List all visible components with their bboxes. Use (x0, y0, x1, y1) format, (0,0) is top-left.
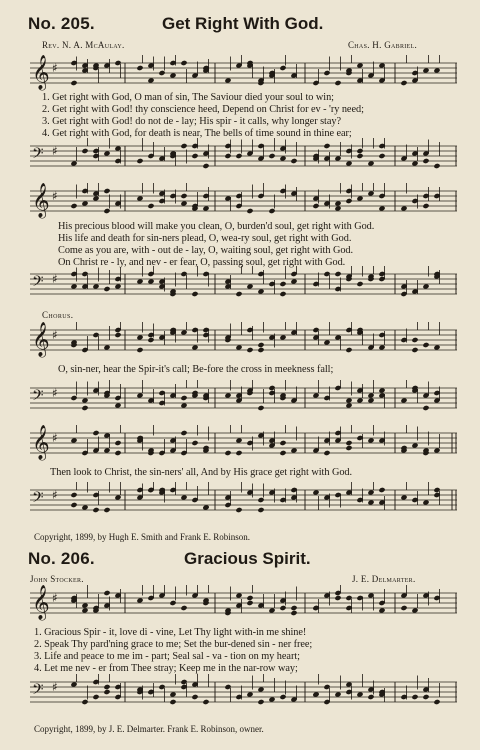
note-head (411, 694, 418, 700)
note-head (70, 502, 77, 508)
note-head (224, 153, 231, 159)
note-head (279, 65, 286, 71)
note-head (356, 281, 363, 287)
note-head (246, 208, 253, 214)
bass-clef: 𝄢 (32, 681, 44, 702)
note-head (70, 80, 77, 86)
note-head (136, 158, 143, 164)
note-head (180, 430, 187, 436)
note-head (356, 153, 363, 159)
note-head (411, 347, 418, 353)
note-head (169, 699, 176, 705)
hymn-205-composer: Chas. H. Gabriel. (348, 40, 418, 50)
note-head (246, 347, 253, 353)
note-head (180, 60, 187, 66)
verse-lyrics-206 (34, 627, 312, 675)
hymn-205-title: Get Right With God. (162, 14, 324, 33)
bass-clef: 𝄢 (32, 273, 44, 294)
note-head (70, 395, 77, 401)
note-head (180, 605, 187, 611)
music-staff (30, 425, 457, 465)
note-head (422, 694, 429, 700)
lyric-line: 3. Get right with God! do not de - lay; His spir - it calls, why longer stay? (42, 116, 341, 127)
bass-staff-4 (30, 482, 457, 522)
lyric-line: Come as you are, with - out de - lay, O, waiting soul, get right with God. (58, 245, 354, 256)
note-head (191, 153, 198, 159)
note-head (290, 158, 297, 164)
treble-staff-5 (30, 585, 457, 625)
lyric-line: His precious blood will make you clean, O, burden'd soul, get right with God. (58, 221, 375, 232)
note-head (70, 203, 77, 209)
note-head (422, 342, 429, 348)
bass-staff-1 (30, 138, 457, 178)
note-head (334, 80, 341, 86)
note-head (422, 158, 429, 164)
note-head (279, 605, 286, 611)
note-head (422, 203, 429, 209)
note-head (279, 694, 286, 700)
lyric-line: 4. Let me nev - er from Thee stray; Keep me in the nar-row way; (34, 663, 298, 674)
note-head (334, 595, 341, 601)
lyric-line: 3. Life and peace to me im - part; Seal sal - va - tion on my heart; (34, 651, 300, 662)
note-head (323, 143, 330, 149)
note-head (92, 430, 99, 436)
music-staff (30, 266, 457, 306)
hymn-206-title: Gracious Spirit. (184, 549, 311, 568)
lyric-line: 1. Get right with God, O man of sin, The Saviour died your soul to win; (42, 92, 334, 103)
note-head (378, 153, 385, 159)
note-head (235, 291, 242, 297)
bass-clef: 𝄢 (32, 489, 44, 510)
note-head (103, 689, 110, 695)
note-head (257, 342, 264, 348)
hymn-205-copyright: Copyright, 1899, by Hugh E. Smith and Frank E. Robinson. (34, 532, 250, 542)
music-staff (30, 183, 457, 223)
lyric-line: 2. Speak Thy pard'ning grace to me; Set the bur-dened sin - ner free; (34, 639, 313, 650)
note-head (345, 347, 352, 353)
note-head (81, 148, 88, 154)
note-head (224, 450, 231, 456)
note-head (191, 291, 198, 297)
treble-clef: 𝄞 (32, 585, 50, 620)
music-staff (30, 380, 457, 420)
music-staff (30, 322, 457, 362)
note-head (180, 193, 187, 199)
note-head (323, 70, 330, 76)
key-signature-sharp: ♯ (52, 431, 58, 445)
note-head (103, 507, 110, 513)
note-head (268, 153, 275, 159)
treble-staff-4 (30, 425, 457, 465)
note-head (257, 347, 264, 353)
key-signature-sharp: ♯ (52, 189, 58, 203)
chorus-label: Chorus. (42, 310, 74, 320)
note-head (279, 291, 286, 297)
note-head (257, 507, 264, 513)
key-signature-sharp: ♯ (52, 144, 58, 158)
note-head (257, 699, 264, 705)
note-head (202, 163, 209, 169)
note-head (334, 271, 341, 277)
key-signature-sharp: ♯ (52, 488, 58, 502)
treble-clef: 𝄞 (32, 55, 50, 90)
bass-clef: 𝄢 (32, 145, 44, 166)
note-head (345, 198, 352, 204)
note-head (400, 605, 407, 611)
note-head (268, 208, 275, 214)
music-staff (30, 674, 457, 714)
note-head (400, 80, 407, 86)
note-head (235, 153, 242, 159)
note-head (257, 497, 264, 503)
note-head (136, 65, 143, 71)
note-head (180, 395, 187, 401)
note-head (356, 148, 363, 154)
note-head (191, 694, 198, 700)
chorus-lyric-line-2: Then look to Christ, the sin-ners' all, And by His grace get right with God. (50, 467, 353, 478)
note-head (92, 694, 99, 700)
note-head (235, 507, 242, 513)
note-head (103, 188, 110, 194)
note-head (103, 208, 110, 214)
note-head (114, 440, 121, 446)
note-head (323, 450, 330, 456)
key-signature-sharp: ♯ (52, 386, 58, 400)
note-head (257, 405, 264, 411)
hymn-205-lyricist: Rev. N. A. McAulay. (42, 40, 125, 50)
note-head (202, 699, 209, 705)
note-head (158, 70, 165, 76)
note-head (246, 595, 253, 601)
verse-lyrics-section-1 (42, 92, 364, 140)
key-signature-sharp: ♯ (52, 591, 58, 605)
note-head (378, 487, 385, 493)
key-signature-sharp: ♯ (52, 272, 58, 286)
verse-lyrics-section-2 (58, 221, 374, 269)
music-staff (30, 138, 457, 178)
note-head (345, 445, 352, 451)
note-head (279, 440, 286, 446)
note-head (103, 286, 110, 292)
note-head (169, 600, 176, 606)
note-head (81, 405, 88, 411)
note-head (103, 590, 110, 596)
hymn-206-number: No. 206. (28, 549, 95, 568)
music-staff (30, 482, 457, 522)
note-head (433, 163, 440, 169)
note-head (367, 694, 374, 700)
note-head (246, 600, 253, 606)
bass-staff-5 (30, 674, 457, 714)
note-head (422, 405, 429, 411)
note-head (290, 610, 297, 616)
music-staff (30, 55, 457, 95)
lyric-line: His life and death for sin-ners plead, O, wea-ry soul, get right with God. (58, 233, 352, 244)
hymn-206-copyright: Copyright, 1899, by J. E. Delmarter. Frank E. Robinson, owner. (34, 724, 264, 734)
note-head (81, 699, 88, 705)
lyric-line: 4. Get right with God, for death is near, The bells of time sound in thine ear; (42, 128, 352, 139)
lyric-line: 1. Gracious Spir - it, love di - vine, Let Thy light with-in me shine! (34, 627, 307, 638)
note-head (103, 684, 110, 690)
chorus-lyric-line-1: O, sin-ner, hear the Spir-it's call; Be-fore the cross in meekness fall; (58, 364, 334, 375)
note-head (147, 203, 154, 209)
note-head (235, 450, 242, 456)
bass-staff-3 (30, 380, 457, 420)
note-head (114, 332, 121, 338)
music-staff (30, 585, 457, 625)
note-head (147, 337, 154, 343)
hymn-206-composer: J. E. Delmarter. (352, 574, 416, 584)
treble-clef: 𝄞 (32, 425, 50, 460)
key-signature-sharp: ♯ (52, 328, 58, 342)
treble-staff-1 (30, 55, 457, 95)
lyric-line: On Christ re - ly, and nev - er fear, O, passing soul, get right with God. (58, 257, 346, 268)
lyric-line: 2. Get right with God! thy conscience heed, Depend on Christ for ev - 'ry need; (42, 104, 364, 115)
hymn-205-number: No. 205. (28, 14, 95, 33)
note-head (191, 440, 198, 446)
note-head (411, 337, 418, 343)
note-head (279, 450, 286, 456)
bass-clef: 𝄢 (32, 387, 44, 408)
bass-staff-2 (30, 266, 457, 306)
note-head (279, 281, 286, 287)
note-head (136, 347, 143, 353)
hymn-206-lyricist: John Stocker. (30, 574, 84, 584)
key-signature-sharp: ♯ (52, 61, 58, 75)
note-head (345, 440, 352, 446)
note-head (92, 507, 99, 513)
note-head (114, 450, 121, 456)
treble-staff-3 (30, 322, 457, 362)
key-signature-sharp: ♯ (52, 680, 58, 694)
note-head (290, 605, 297, 611)
treble-clef: 𝄞 (32, 322, 50, 357)
note-head (312, 203, 319, 209)
treble-clef: 𝄞 (32, 183, 50, 218)
note-head (433, 699, 440, 705)
treble-staff-2 (30, 183, 457, 223)
note-head (70, 492, 77, 498)
note-head (180, 143, 187, 149)
